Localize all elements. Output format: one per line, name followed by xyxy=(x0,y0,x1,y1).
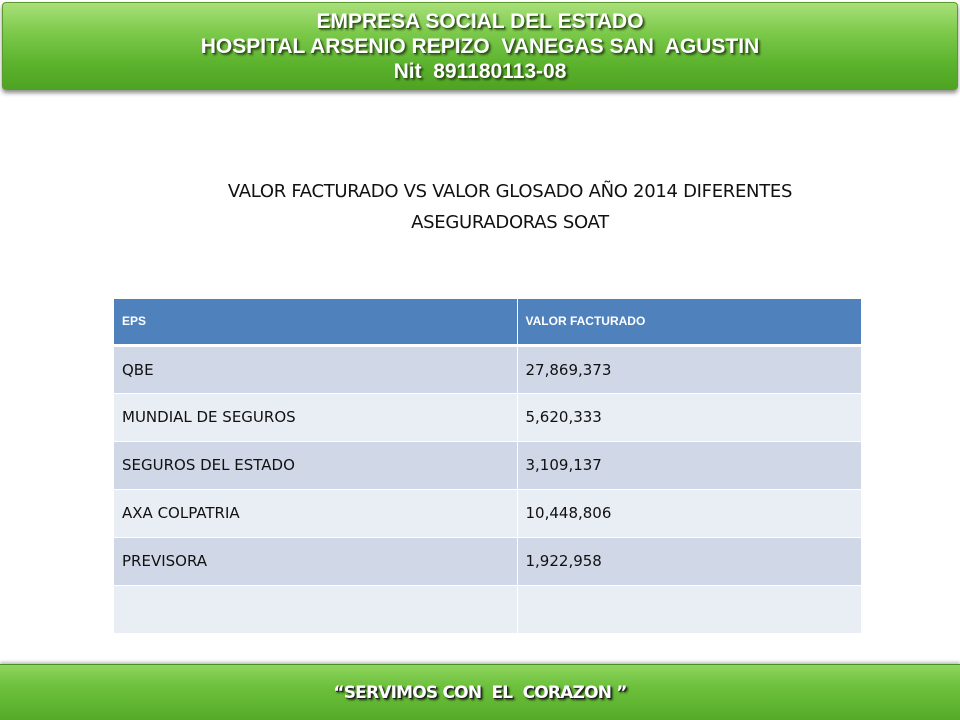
cell-valor xyxy=(517,585,862,633)
table-row xyxy=(114,345,862,393)
cell-eps: PREVISORA xyxy=(114,537,517,585)
cell-valor: 27,869,373 xyxy=(517,345,862,393)
table-row xyxy=(114,489,862,537)
table-row xyxy=(114,441,862,489)
column-header-valor-facturado: VALOR FACTURADO xyxy=(517,299,862,345)
footer-banner xyxy=(0,664,960,720)
cell-eps: SEGUROS DEL ESTADO xyxy=(114,441,517,489)
column-header-eps: EPS xyxy=(114,299,517,345)
header-line-organization: EMPRESA SOCIAL DEL ESTADO xyxy=(316,10,644,33)
page-title-line-1: VALOR FACTURADO VS VALOR GLOSADO AÑO 2014 DIFERENTES xyxy=(227,181,793,202)
billing-table xyxy=(114,299,862,634)
page-title xyxy=(120,176,900,238)
cell-valor: 1,922,958 xyxy=(517,537,862,585)
header-line-nit: Nit 891180113-08 xyxy=(393,60,567,83)
cell-eps xyxy=(114,585,517,633)
cell-eps: AXA COLPATRIA xyxy=(114,489,517,537)
page-title-line-2: ASEGURADORAS SOAT xyxy=(411,212,609,233)
cell-valor: 3,109,137 xyxy=(517,441,862,489)
table-header-row xyxy=(114,299,862,345)
table-row-empty xyxy=(114,585,862,633)
cell-valor: 10,448,806 xyxy=(517,489,862,537)
cell-valor: 5,620,333 xyxy=(517,393,862,441)
cell-eps: QBE xyxy=(114,345,517,393)
footer-slogan: “SERVIMOS CON EL CORAZON ” xyxy=(333,683,627,703)
cell-eps: MUNDIAL DE SEGUROS xyxy=(114,393,517,441)
header-banner xyxy=(2,2,958,90)
table-row xyxy=(114,537,862,585)
header-line-hospital: HOSPITAL ARSENIO REPIZO VANEGAS SAN AGUSTIN xyxy=(200,35,760,58)
table-row xyxy=(114,393,862,441)
